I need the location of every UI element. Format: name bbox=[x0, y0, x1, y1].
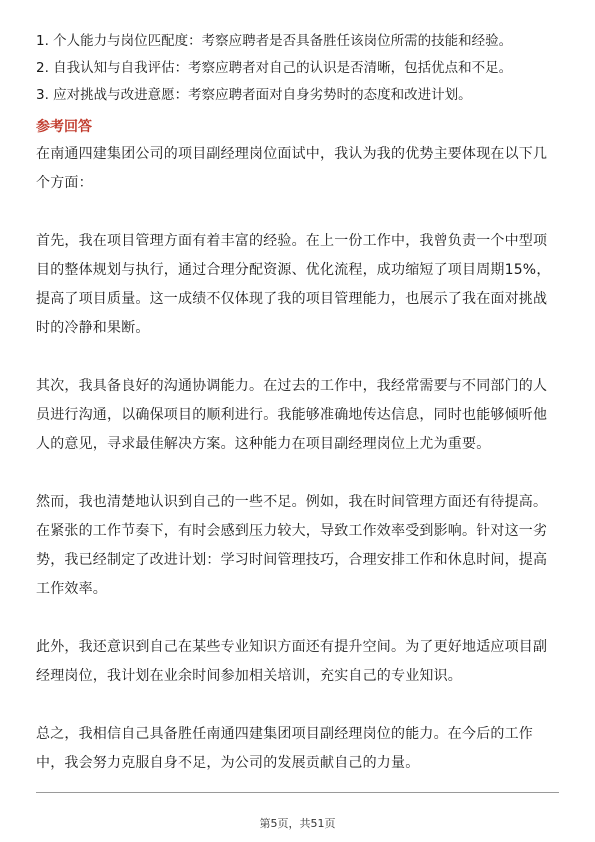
page-number: 第5页，共51页 bbox=[259, 817, 336, 830]
paragraph-gap bbox=[36, 198, 559, 227]
answer-paragraph-weakness: 然而，我也清楚地认识到自己的一些不足。例如，我在时间管理方面还有待提高。在紧张的工作节奏下，有时会感到压力较大，导致工作效率受到影响。针对这一劣势，我已经制定了改进计划：学习时间管理技巧，合理安排工作和休息时间，提高工作效率。 bbox=[36, 494, 548, 597]
answer-paragraph-experience: 首先，我在项目管理方面有着丰富的经验。在上一份工作中，我曾负责一个中型项目的整体规划与执行，通过合理分配资源、优化流程，成功缩短了项目周期15%，提高了项目质量。这一成绩不仅体现了我的项目管理能力，也展示了我在面对挑战时的冷静和果断。 bbox=[36, 233, 551, 336]
footer-divider bbox=[36, 792, 559, 793]
answer-paragraph-improvement: 此外，我还意识到自己在某些专业知识方面还有提升空间。为了更好地适应项目副经理岗位，我计划在业余时间参加相关培训，充实自己的专业知识。 bbox=[36, 639, 548, 684]
paragraph-gap bbox=[36, 459, 559, 488]
criteria-item-1: 1. 个人能力与岗位匹配度：考察应聘者是否具备胜任该岗位所需的技能和经验。 bbox=[36, 33, 513, 49]
criteria-item-3: 3. 应对挑战与改进意愿：考察应聘者面对自身劣势时的态度和改进计划。 bbox=[36, 87, 472, 103]
page-content bbox=[36, 28, 559, 778]
paragraph-gap bbox=[36, 604, 559, 633]
reference-answer-heading: 参考回答 bbox=[36, 119, 92, 135]
paragraph-gap bbox=[36, 691, 559, 720]
answer-paragraph-communication: 其次，我具备良好的沟通协调能力。在过去的工作中，我经常需要与不同部门的人员进行沟通，以确保项目的顺利进行。我能够准确地传达信息，同时也能够倾听他人的意见，寻求最佳解决方案。这种能力在项目副经理岗位上尤为重要。 bbox=[36, 378, 548, 452]
paragraph-gap bbox=[36, 343, 559, 372]
answer-paragraph-conclusion: 总之，我相信自己具备胜任南通四建集团项目副经理岗位的能力。在今后的工作中，我会努力克服自身不足，为公司的发展贡献自己的力量。 bbox=[36, 726, 533, 771]
criteria-item-2: 2. 自我认知与自我评估：考察应聘者对自己的认识是否清晰，包括优点和不足。 bbox=[36, 60, 513, 76]
answer-intro-paragraph: 在南通四建集团公司的项目副经理岗位面试中，我认为我的优势主要体现在以下几个方面： bbox=[36, 146, 548, 191]
